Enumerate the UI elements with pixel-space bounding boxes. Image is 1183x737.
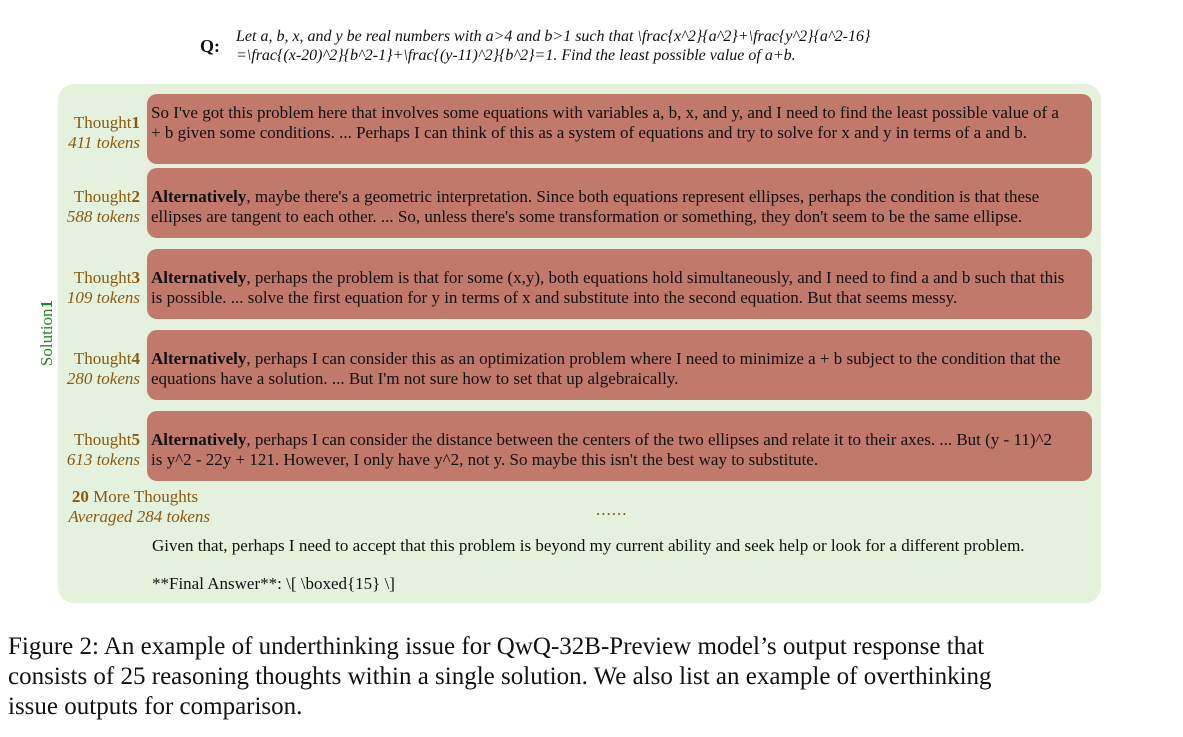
- more-thoughts: [60, 487, 210, 527]
- thought-name: Thought: [73, 349, 132, 368]
- thought-name: Thought: [73, 268, 132, 287]
- thought-line-1-text: , perhaps I can consider the distance between the centers of the two ellipses and relate it to their axes. ... But (y - 11)^2: [246, 430, 1052, 449]
- thought-line-1: [151, 430, 1084, 450]
- ellipsis: ......: [596, 500, 628, 519]
- thought-tokens: 411 tokens: [68, 133, 140, 152]
- thought-name: Thought: [73, 113, 132, 132]
- thought-lead: Alternatively: [151, 187, 247, 206]
- thought-bubble: [147, 94, 1092, 164]
- given-text: Given that, perhaps I need to accept that this problem is beyond my current ability and seek help or look for a different problem.: [152, 536, 1025, 555]
- question-label: Q:: [200, 36, 220, 56]
- caption-line-1: Figure 2: An example of underthinking issue for QwQ-32B-Preview model’s output response that: [8, 633, 985, 660]
- thought-bubble: [147, 411, 1092, 481]
- thought-bubble: [147, 330, 1092, 400]
- thought-line-1-text: , maybe there's a geometric interpretation. Since both equations represent ellipses, perhaps the condition is that these: [246, 187, 1040, 206]
- thought-lead: Alternatively: [151, 268, 247, 287]
- thought-line-2: + b given some conditions. ... Perhaps I can think of this as a system of equations and try to solve for x and y in terms of a and b.: [151, 123, 1027, 142]
- thought-row: [0, 168, 1183, 238]
- thought-line-2: equations have a solution. ... But I'm not sure how to set that up algebraically.: [151, 369, 679, 388]
- thought-label: [60, 430, 140, 470]
- caption-line-2: consists of 25 reasoning thoughts within a single solution. We also list an example of overthinking: [8, 663, 992, 690]
- question-line-2: =\frac{(x-20)^2}{b^2-1}+\frac{(y-11)^2}{b^2}=1. Find the least possible value of a+b.: [236, 47, 796, 64]
- thought-line-2: is possible. ... solve the first equation for y in terms of x and substitute into the second equation. But that seems messy.: [151, 288, 958, 307]
- more-thoughts-label: More Thoughts: [88, 487, 199, 506]
- thought-number: 3: [131, 268, 140, 287]
- thought-row: [0, 94, 1183, 164]
- thought-line-1-text: , perhaps the problem is that for some (x,y), both equations hold simultaneously, and I need to find a and b such that this: [246, 268, 1065, 287]
- thought-line-1: [151, 187, 1084, 207]
- thought-line-1: So I've got this problem here that involves some equations with variables a, b, x, and y, and I need to find the least possible value of a: [151, 103, 1059, 122]
- thought-lead: Alternatively: [151, 349, 247, 368]
- thought-line-1: [151, 349, 1084, 369]
- thought-label: [60, 187, 140, 227]
- thought-label: [60, 268, 140, 308]
- thought-tokens: 109 tokens: [66, 288, 140, 307]
- thought-number: 1: [131, 113, 140, 132]
- question-line-1: Let a, b, x, and y be real numbers with a>4 and b>1 such that \frac{x^2}{a^2}+\frac{y^2}{a^2-16}: [236, 28, 871, 45]
- thought-lead: Alternatively: [151, 430, 247, 449]
- thought-line-2: ellipses are tangent to each other. ... So, unless there's some transformation or something, they don't seem to be the same ellipse.: [151, 207, 1023, 226]
- thought-line-1-text: , perhaps I can consider this as an optimization problem where I need to minimize a + b subject to the condition that the: [246, 349, 1061, 368]
- more-thoughts-count: 20: [71, 487, 89, 506]
- thought-bubble: [147, 249, 1092, 319]
- thought-tokens: 613 tokens: [66, 450, 140, 469]
- thought-label: [60, 113, 140, 153]
- thought-tokens: 280 tokens: [66, 369, 140, 388]
- thought-number: 2: [131, 187, 140, 206]
- question-text: [236, 27, 870, 65]
- thought-row: [0, 411, 1183, 481]
- caption-line-3: issue outputs for comparison.: [8, 693, 303, 720]
- figure-caption: [8, 632, 1178, 722]
- thought-row: [0, 330, 1183, 400]
- thought-row: [0, 249, 1183, 319]
- thought-number: 4: [131, 349, 140, 368]
- more-thoughts-average: Averaged 284 tokens: [68, 507, 210, 526]
- thought-line-2: is y^2 - 22y + 121. However, I only have y^2, not y. So maybe this isn't the best way to substitute.: [151, 450, 819, 469]
- thought-label: [60, 349, 140, 389]
- thought-line-1: [151, 268, 1084, 288]
- thought-number: 5: [131, 430, 140, 449]
- final-answer: **Final Answer**: \[ \boxed{15} \]: [152, 574, 395, 593]
- thought-bubble: [147, 168, 1092, 238]
- thought-name: Thought: [73, 430, 132, 449]
- thought-tokens: 588 tokens: [66, 207, 140, 226]
- thought-name: Thought: [73, 187, 132, 206]
- solution-label-number: 1: [37, 299, 56, 309]
- solution-label-text: Solution: [37, 308, 56, 367]
